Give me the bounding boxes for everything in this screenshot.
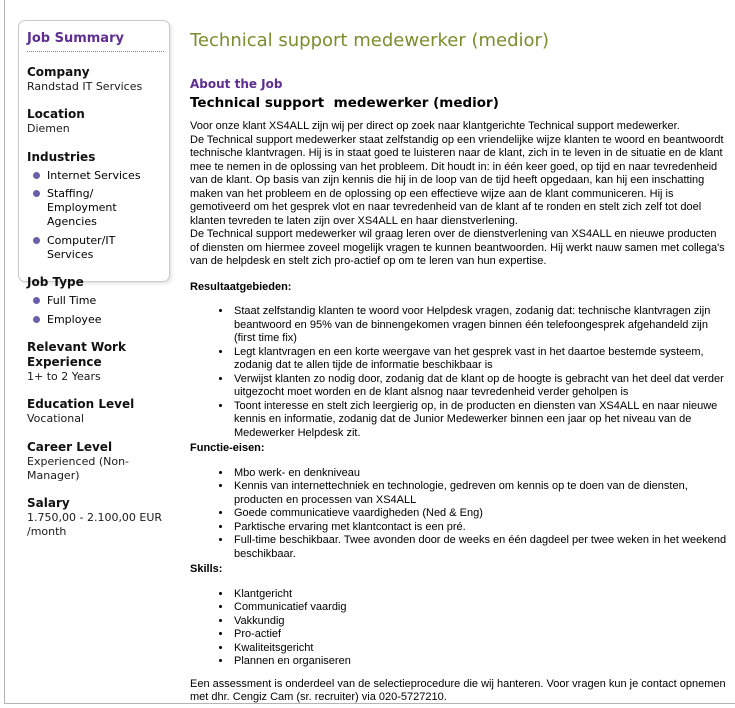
- requirements-list: [190, 467, 727, 562]
- job-description-paragraph: De Technical support medewerker staat zelfstandig op een vriendelijke wijze klanten te woord en beantwoordt technische klantvragen. Hij is in staat goed te luisteren naar de klant, zich in te leven in de situatie en de klant mee te nemen in de oplossing van het probleem. Dit houdt in: in één keer goed, op tijd en naar tevredenheid van de klant. Op basis van zijn kennis die hij in de loop van de tijd heeft opgedaan, kan hij een inschatting maken van het probleem en de oplossing op een effectieve wijze aan de klant communiceren. Hij is gemotiveerd om het gesprek vlot en naar tevredenheid van de klant af te ronden en stelt zich zelf tot doel klanten tevreden te laten zijn over XS4ALL en haar dienstverlening.: [190, 133, 724, 227]
- experience-label: Relevant Work Experience: [27, 339, 126, 369]
- industry-item: [33, 169, 157, 183]
- industry-item: [33, 234, 157, 263]
- skills-heading: Skills:: [190, 563, 223, 575]
- skill-item: • Klantgericht: [232, 588, 727, 602]
- result-item: • Staat zelfstandig klanten te woord voor Helpdesk vragen, zodanig dat: technische klantvragen zijn beantwoord en 95% van de binnengekomen vragen binnen één telefoongesprek afgehandeld zijn (first time fix): [232, 305, 727, 346]
- requirements-heading: Functie-eisen:: [190, 442, 265, 454]
- closing-paragraph: Een assessment is onderdeel van de selectieprocedure die wij hanteren. Voor vragen kun je contact opnemen met dhr. Cengiz Cam (sr. recruiter) via 020-5727210.: [190, 677, 726, 703]
- industries-list: [27, 169, 164, 263]
- skills-list: [190, 588, 727, 669]
- result-item: • Verwijst klanten zo nodig door, zodanig dat de klant op de hoogte is gebracht van het deel dat verder uitgezocht moet worden en de klant alsnog naar tevredenheid verder geholpen is: [232, 373, 727, 400]
- salary-label: Salary: [27, 496, 70, 511]
- requirement-item: • Parktische ervaring met klantcontact is een pré.: [232, 521, 727, 535]
- about-the-job-heading: About the Job: [190, 77, 283, 91]
- industry-item: [33, 187, 157, 230]
- bullet-dot-icon: [33, 316, 40, 323]
- industry-item-label: Computer/IT Services: [47, 233, 116, 262]
- requirement-item: • Mbo werk- en denkniveau: [232, 467, 727, 481]
- job-summary-title: Job Summary: [27, 31, 164, 52]
- requirement-item: • Kennis van internettechniek en technologie, gedreven om kennis op te doen van de diensten, producten en processen van XS4ALL: [232, 480, 727, 507]
- results-list: [190, 305, 727, 440]
- location-value: Diemen: [27, 122, 70, 136]
- salary-value: 1.750,00 - 2.100,00 EUR /month: [27, 511, 163, 539]
- job-posting-page: [4, 0, 735, 704]
- requirement-item: • Full-time beschikbaar. Twee avonden door de weeks en één dagdeel per twee weken in het weekend beschikbaar.: [232, 534, 727, 561]
- education-value: Vocational: [27, 412, 85, 426]
- education-label: Education Level: [27, 397, 135, 412]
- company-value: Randstad IT Services: [27, 80, 143, 93]
- career-label: Career Level: [27, 439, 113, 454]
- result-item: • Legt klantvragen en een korte weergave van het gesprek vast in het daartoe bestemde systeem, zodanig dat te allen tijde de informatie beschikbaar is: [232, 346, 727, 373]
- skill-item: • Pro-actief: [232, 628, 727, 642]
- skill-item: • Plannen en organiseren: [232, 655, 727, 669]
- job-title-heading: Technical support medewerker (medior): [190, 94, 499, 111]
- job-description-paragraph: De Technical support medewerker wil graag leren over de dienstverlening van XS4ALL en nieuwe producten of diensten om hiermee zoveel mogelijk vragen te kunnen beantwoorden. Hij werkt nauw samen met collega's van de helpdesk en stelt zich pro-actief op om te leren van hun expertise.: [190, 228, 725, 267]
- job-type-list: [27, 294, 164, 327]
- requirement-item: • Goede communicatieve vaardigheden (Ned & Eng): [232, 507, 727, 521]
- skill-item: • Vakkundig: [232, 615, 727, 629]
- job-summary-sidebar: [18, 20, 170, 540]
- job-type-item-label: Employee: [47, 312, 102, 326]
- bullet-dot-icon: [33, 190, 40, 197]
- company-label: Company: [27, 65, 90, 79]
- location-label: Location: [27, 107, 85, 122]
- bullet-dot-icon: [33, 237, 40, 244]
- job-description-paragraph: Voor onze klant XS4ALL zijn wij per direct op zoek naar klantgerichte Technical support medewerker.: [190, 120, 680, 132]
- industry-item-label: Staffing/ Employment Agencies: [47, 186, 117, 229]
- job-type-item: [33, 313, 157, 327]
- job-detail-main: [190, 0, 727, 704]
- results-heading: Resultaatgebieden:: [190, 280, 292, 293]
- result-item: • Toont interesse en stelt zich leergierig op, in de producten en diensten van XS4ALL en naar nieuwe kennis en informatie, zodanig dat de Junior Medewerker binnen een jaar op het niveau van de Medewerker Helpdesk zit.: [232, 400, 727, 441]
- bullet-dot-icon: [33, 297, 40, 304]
- career-value: Experienced (Non-Manager): [27, 454, 130, 482]
- skill-item: • Kwaliteitsgericht: [232, 642, 727, 656]
- job-type-label: Job Type: [27, 275, 84, 290]
- job-type-item-label: Full Time: [47, 294, 97, 308]
- job-type-item: [33, 294, 157, 308]
- bullet-dot-icon: [33, 172, 40, 179]
- page-title: Technical support medewerker (medior): [190, 30, 549, 51]
- experience-value: 1+ to 2 Years: [27, 369, 101, 383]
- industries-label: Industries: [27, 149, 96, 164]
- skill-item: • Communicatief vaardig: [232, 601, 727, 615]
- industry-item-label: Internet Services: [47, 168, 141, 182]
- job-description: [190, 120, 727, 269]
